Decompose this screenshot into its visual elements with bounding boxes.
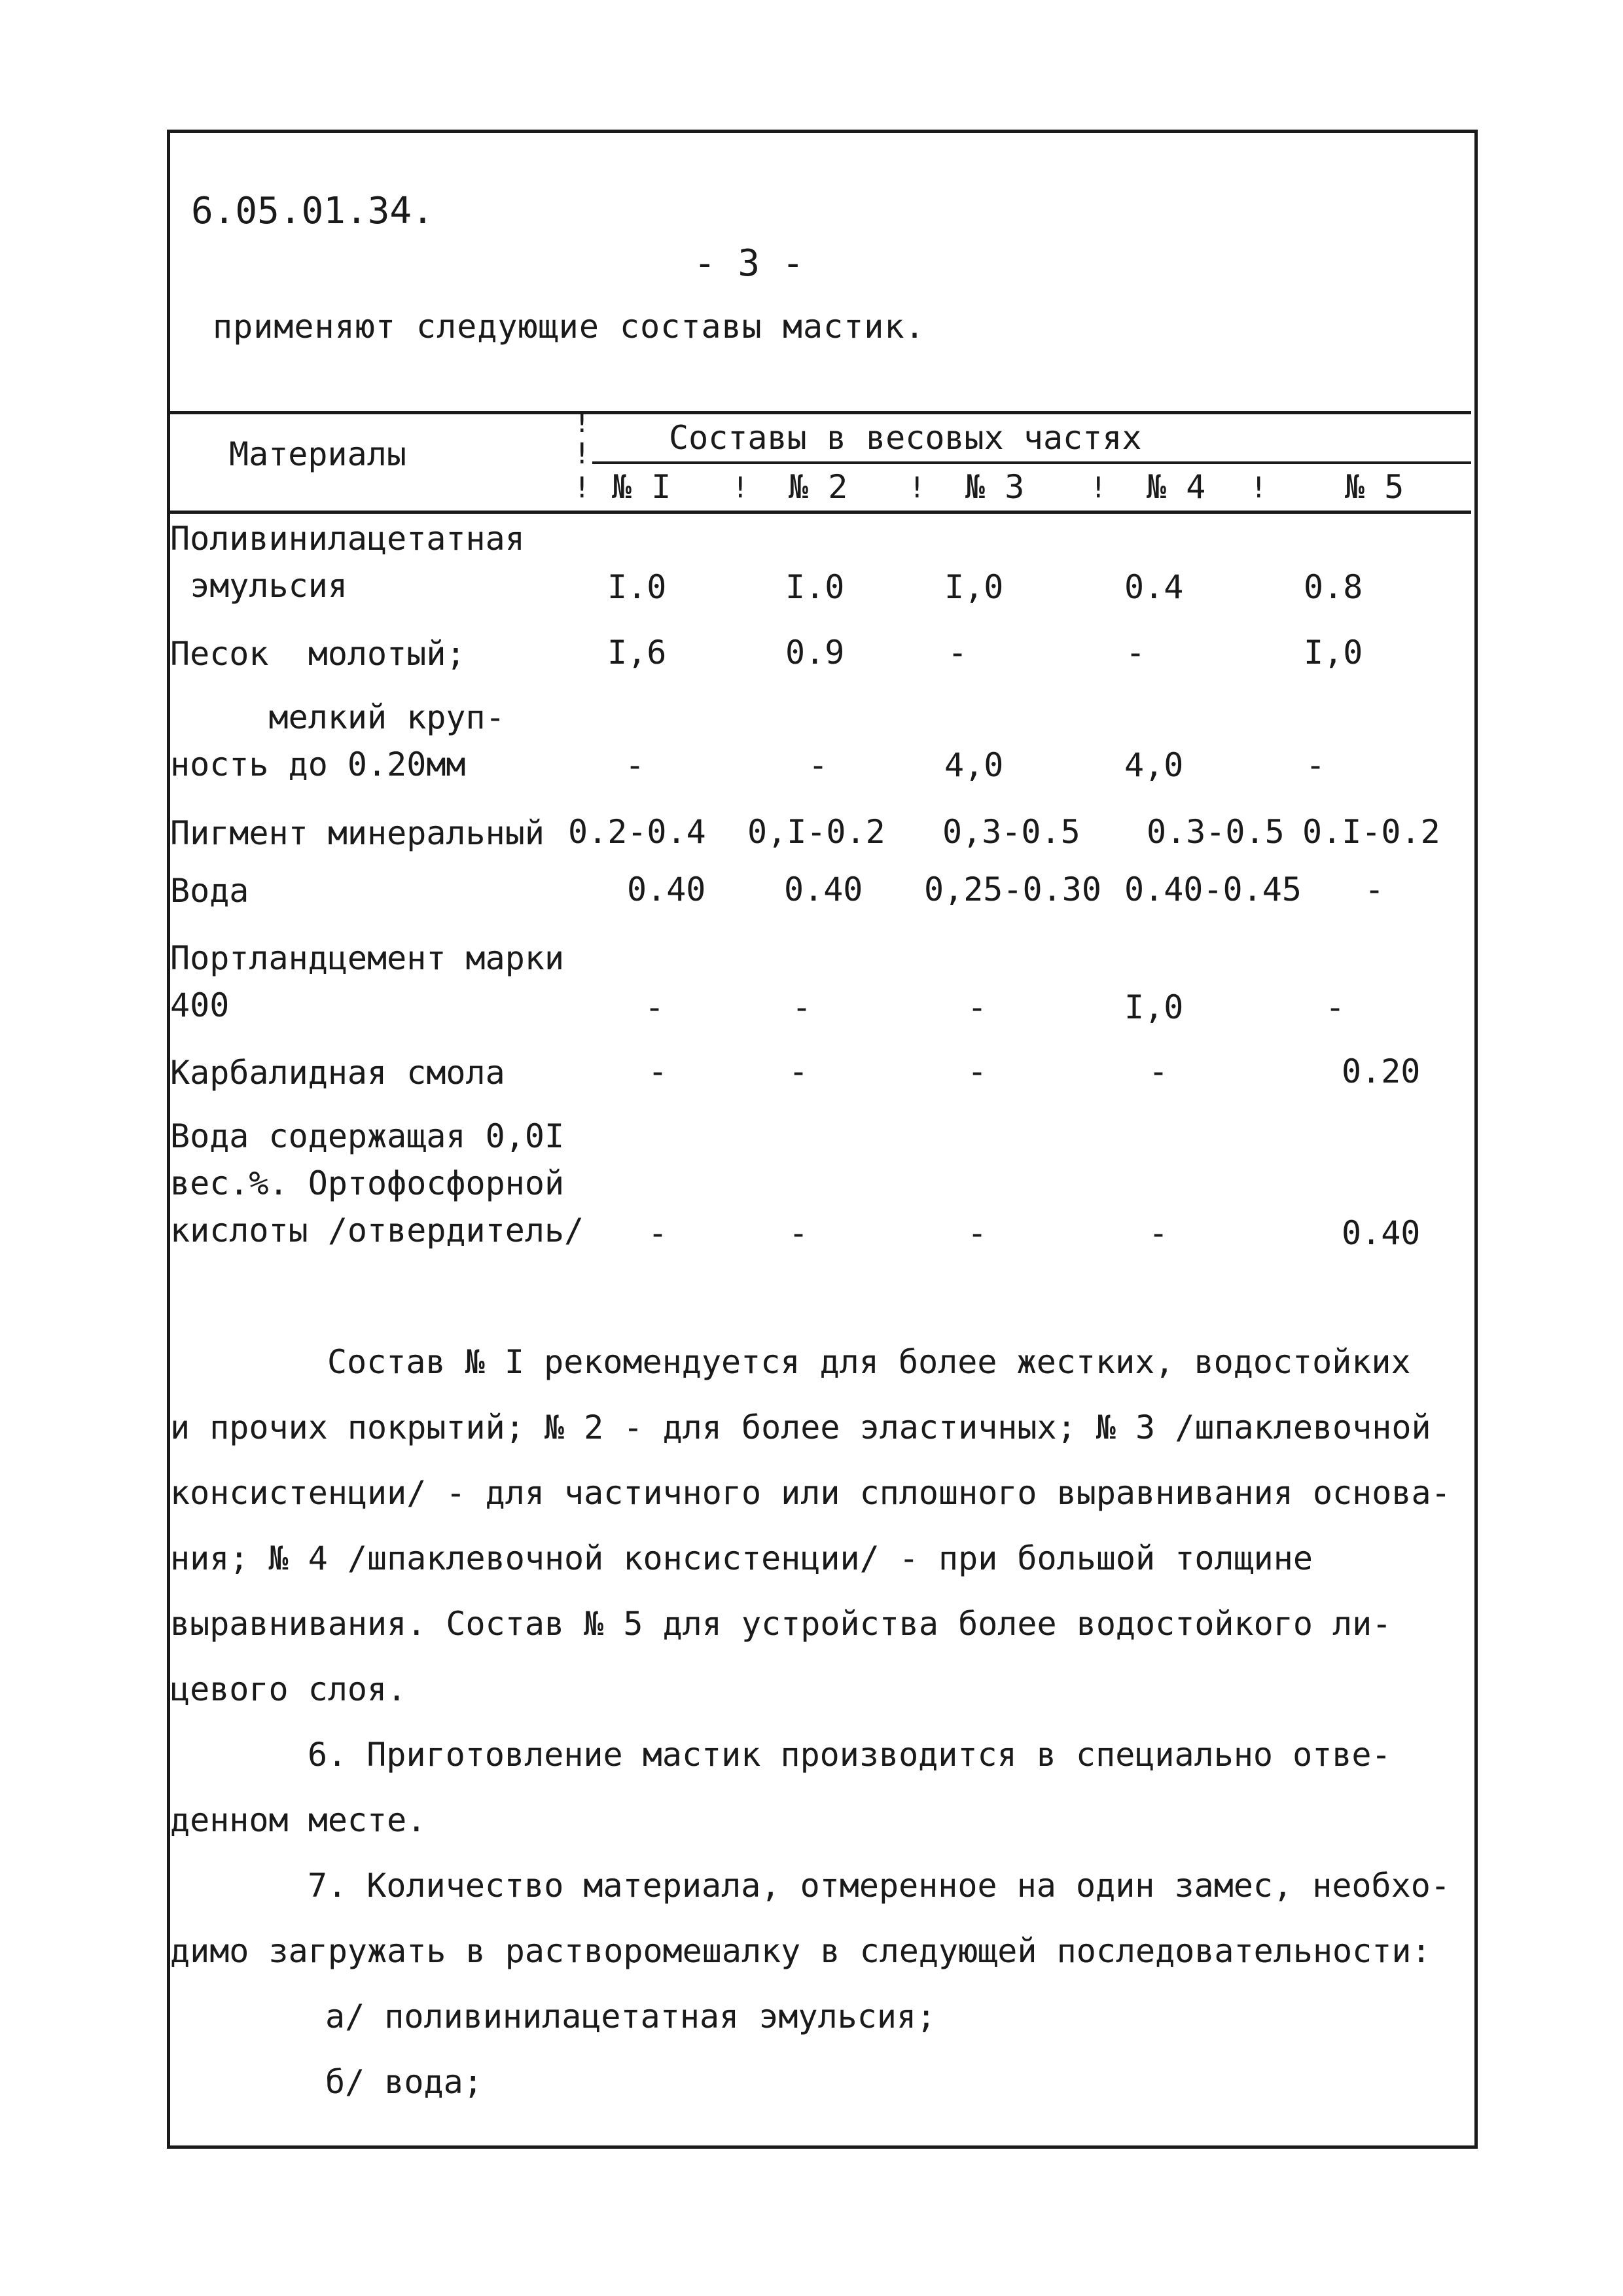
column-header-3: № 3 bbox=[965, 468, 1025, 506]
header-separator: ! bbox=[573, 437, 591, 471]
material-name: Поливинилацетатная эмульсия bbox=[170, 520, 525, 605]
table-cell: 0.2-0.4 bbox=[568, 813, 706, 851]
material-name: Вода содержащая 0,0I вес.%. Ортофосфорной кислоты /отвердитель/ bbox=[170, 1117, 584, 1249]
column-header-4: № 4 bbox=[1147, 468, 1206, 506]
table-cell: - bbox=[1126, 634, 1146, 672]
page-number: - 3 - bbox=[694, 242, 804, 285]
body-paragraph-line: 7. Количество материала, отмеренное на один замес, необхо- bbox=[308, 1867, 1450, 1905]
column-separator: ! bbox=[732, 471, 749, 505]
table-cell: 0.40-0.45 bbox=[1124, 870, 1302, 908]
table-cell: - bbox=[625, 746, 645, 784]
table-top-rule bbox=[169, 411, 1471, 414]
column-separator: ! bbox=[573, 471, 591, 505]
list-item: б/ вода; bbox=[325, 2063, 483, 2101]
material-name: мелкий круп- ность до 0.20мм bbox=[170, 698, 505, 783]
material-name: Портландцемент марки 400 bbox=[170, 939, 565, 1024]
column-separator: ! bbox=[1090, 471, 1107, 505]
table-cell: 0.40 bbox=[627, 870, 706, 908]
table-cell: 0.40 bbox=[784, 870, 863, 908]
table-cell: I,0 bbox=[1124, 988, 1184, 1026]
table-cell: I.0 bbox=[785, 568, 845, 606]
page-frame-right bbox=[1474, 130, 1478, 2149]
header-sub-rule bbox=[592, 461, 1471, 464]
material-name: Вода bbox=[170, 872, 249, 910]
body-paragraph-line: ния; № 4 /шпаклевочной консистенции/ - при большой толщине bbox=[170, 1539, 1313, 1577]
column-separator: ! bbox=[908, 471, 926, 505]
material-name: Песок молотый; bbox=[170, 635, 466, 673]
column-header-1: № I bbox=[612, 468, 671, 506]
page-frame-top bbox=[167, 130, 1478, 133]
body-paragraph-line: консистенции/ - для частичного или сплошного выравнивания основа- bbox=[170, 1474, 1451, 1512]
table-cell: - bbox=[648, 1214, 668, 1252]
table-cell: I.0 bbox=[607, 568, 667, 606]
header-group: Составы в весовых частях bbox=[669, 419, 1142, 457]
body-paragraph-line: цевого слоя. bbox=[170, 1670, 407, 1708]
table-cell: - bbox=[792, 988, 812, 1026]
table-cell: 0.40 bbox=[1342, 1214, 1421, 1252]
table-cell: 0.9 bbox=[785, 634, 845, 672]
document-code: 6.05.01.34. bbox=[191, 190, 434, 232]
body-paragraph-line: выравнивания. Состав № 5 для устройства более водостойкого ли- bbox=[170, 1605, 1392, 1643]
table-cell: - bbox=[645, 988, 665, 1026]
table-cell: - bbox=[808, 746, 829, 784]
body-paragraph-line: денном месте. bbox=[170, 1801, 427, 1839]
column-separator: ! bbox=[1250, 471, 1268, 505]
page-frame-bottom bbox=[167, 2145, 1478, 2149]
header-separator: ! bbox=[573, 406, 591, 439]
body-paragraph-line: 6. Приготовление мастик производится в специально отве- bbox=[308, 1736, 1391, 1774]
table-cell: - bbox=[789, 1052, 809, 1090]
body-paragraph-line: Состав № I рекомендуется для более жестких, водостойких bbox=[327, 1343, 1411, 1381]
table-cell: 0.4 bbox=[1124, 568, 1184, 606]
body-paragraph-line: димо загружать в растворомешалку в следующей последовательности: bbox=[170, 1932, 1431, 1970]
table-cell: - bbox=[648, 1052, 668, 1090]
table-cell: I,0 bbox=[944, 568, 1004, 606]
list-item: а/ поливинилацетатная эмульсия; bbox=[325, 1998, 936, 2036]
column-header-2: № 2 bbox=[789, 468, 848, 506]
header-bottom-rule bbox=[169, 511, 1471, 514]
table-cell: - bbox=[1149, 1214, 1169, 1252]
table-cell: 4,0 bbox=[944, 746, 1004, 784]
table-cell: - bbox=[1364, 870, 1385, 908]
table-cell: 0.3-0.5 bbox=[1147, 813, 1285, 851]
body-paragraph-line: и прочих покрытий; № 2 - для более эластичных; № 3 /шпаклевочной bbox=[170, 1408, 1431, 1446]
table-cell: 0.8 bbox=[1304, 568, 1363, 606]
table-cell: 4,0 bbox=[1124, 746, 1184, 784]
material-name: Пигмент минеральный bbox=[170, 814, 544, 852]
table-cell: - bbox=[1325, 988, 1346, 1026]
table-cell: - bbox=[948, 634, 968, 672]
column-header-5: № 5 bbox=[1345, 468, 1404, 506]
table-cell: - bbox=[967, 1214, 988, 1252]
table-cell: I,6 bbox=[607, 634, 667, 672]
intro-line: применяют следующие составы мастик. bbox=[213, 308, 925, 346]
table-cell: 0.I-0.2 bbox=[1302, 813, 1440, 851]
table-cell: 0,3-0.5 bbox=[942, 813, 1080, 851]
table-cell: - bbox=[1306, 746, 1326, 784]
table-cell: 0,25-0.30 bbox=[924, 870, 1101, 908]
table-cell: 0,I-0.2 bbox=[747, 813, 885, 851]
table-cell: - bbox=[789, 1214, 809, 1252]
header-materials: Материалы bbox=[229, 435, 406, 473]
table-cell: - bbox=[967, 1052, 988, 1090]
table-cell: I,0 bbox=[1304, 634, 1363, 672]
table-cell: - bbox=[1149, 1052, 1169, 1090]
table-cell: - bbox=[967, 988, 988, 1026]
table-cell: 0.20 bbox=[1342, 1052, 1421, 1090]
material-name: Карбалидная смола bbox=[170, 1054, 505, 1092]
